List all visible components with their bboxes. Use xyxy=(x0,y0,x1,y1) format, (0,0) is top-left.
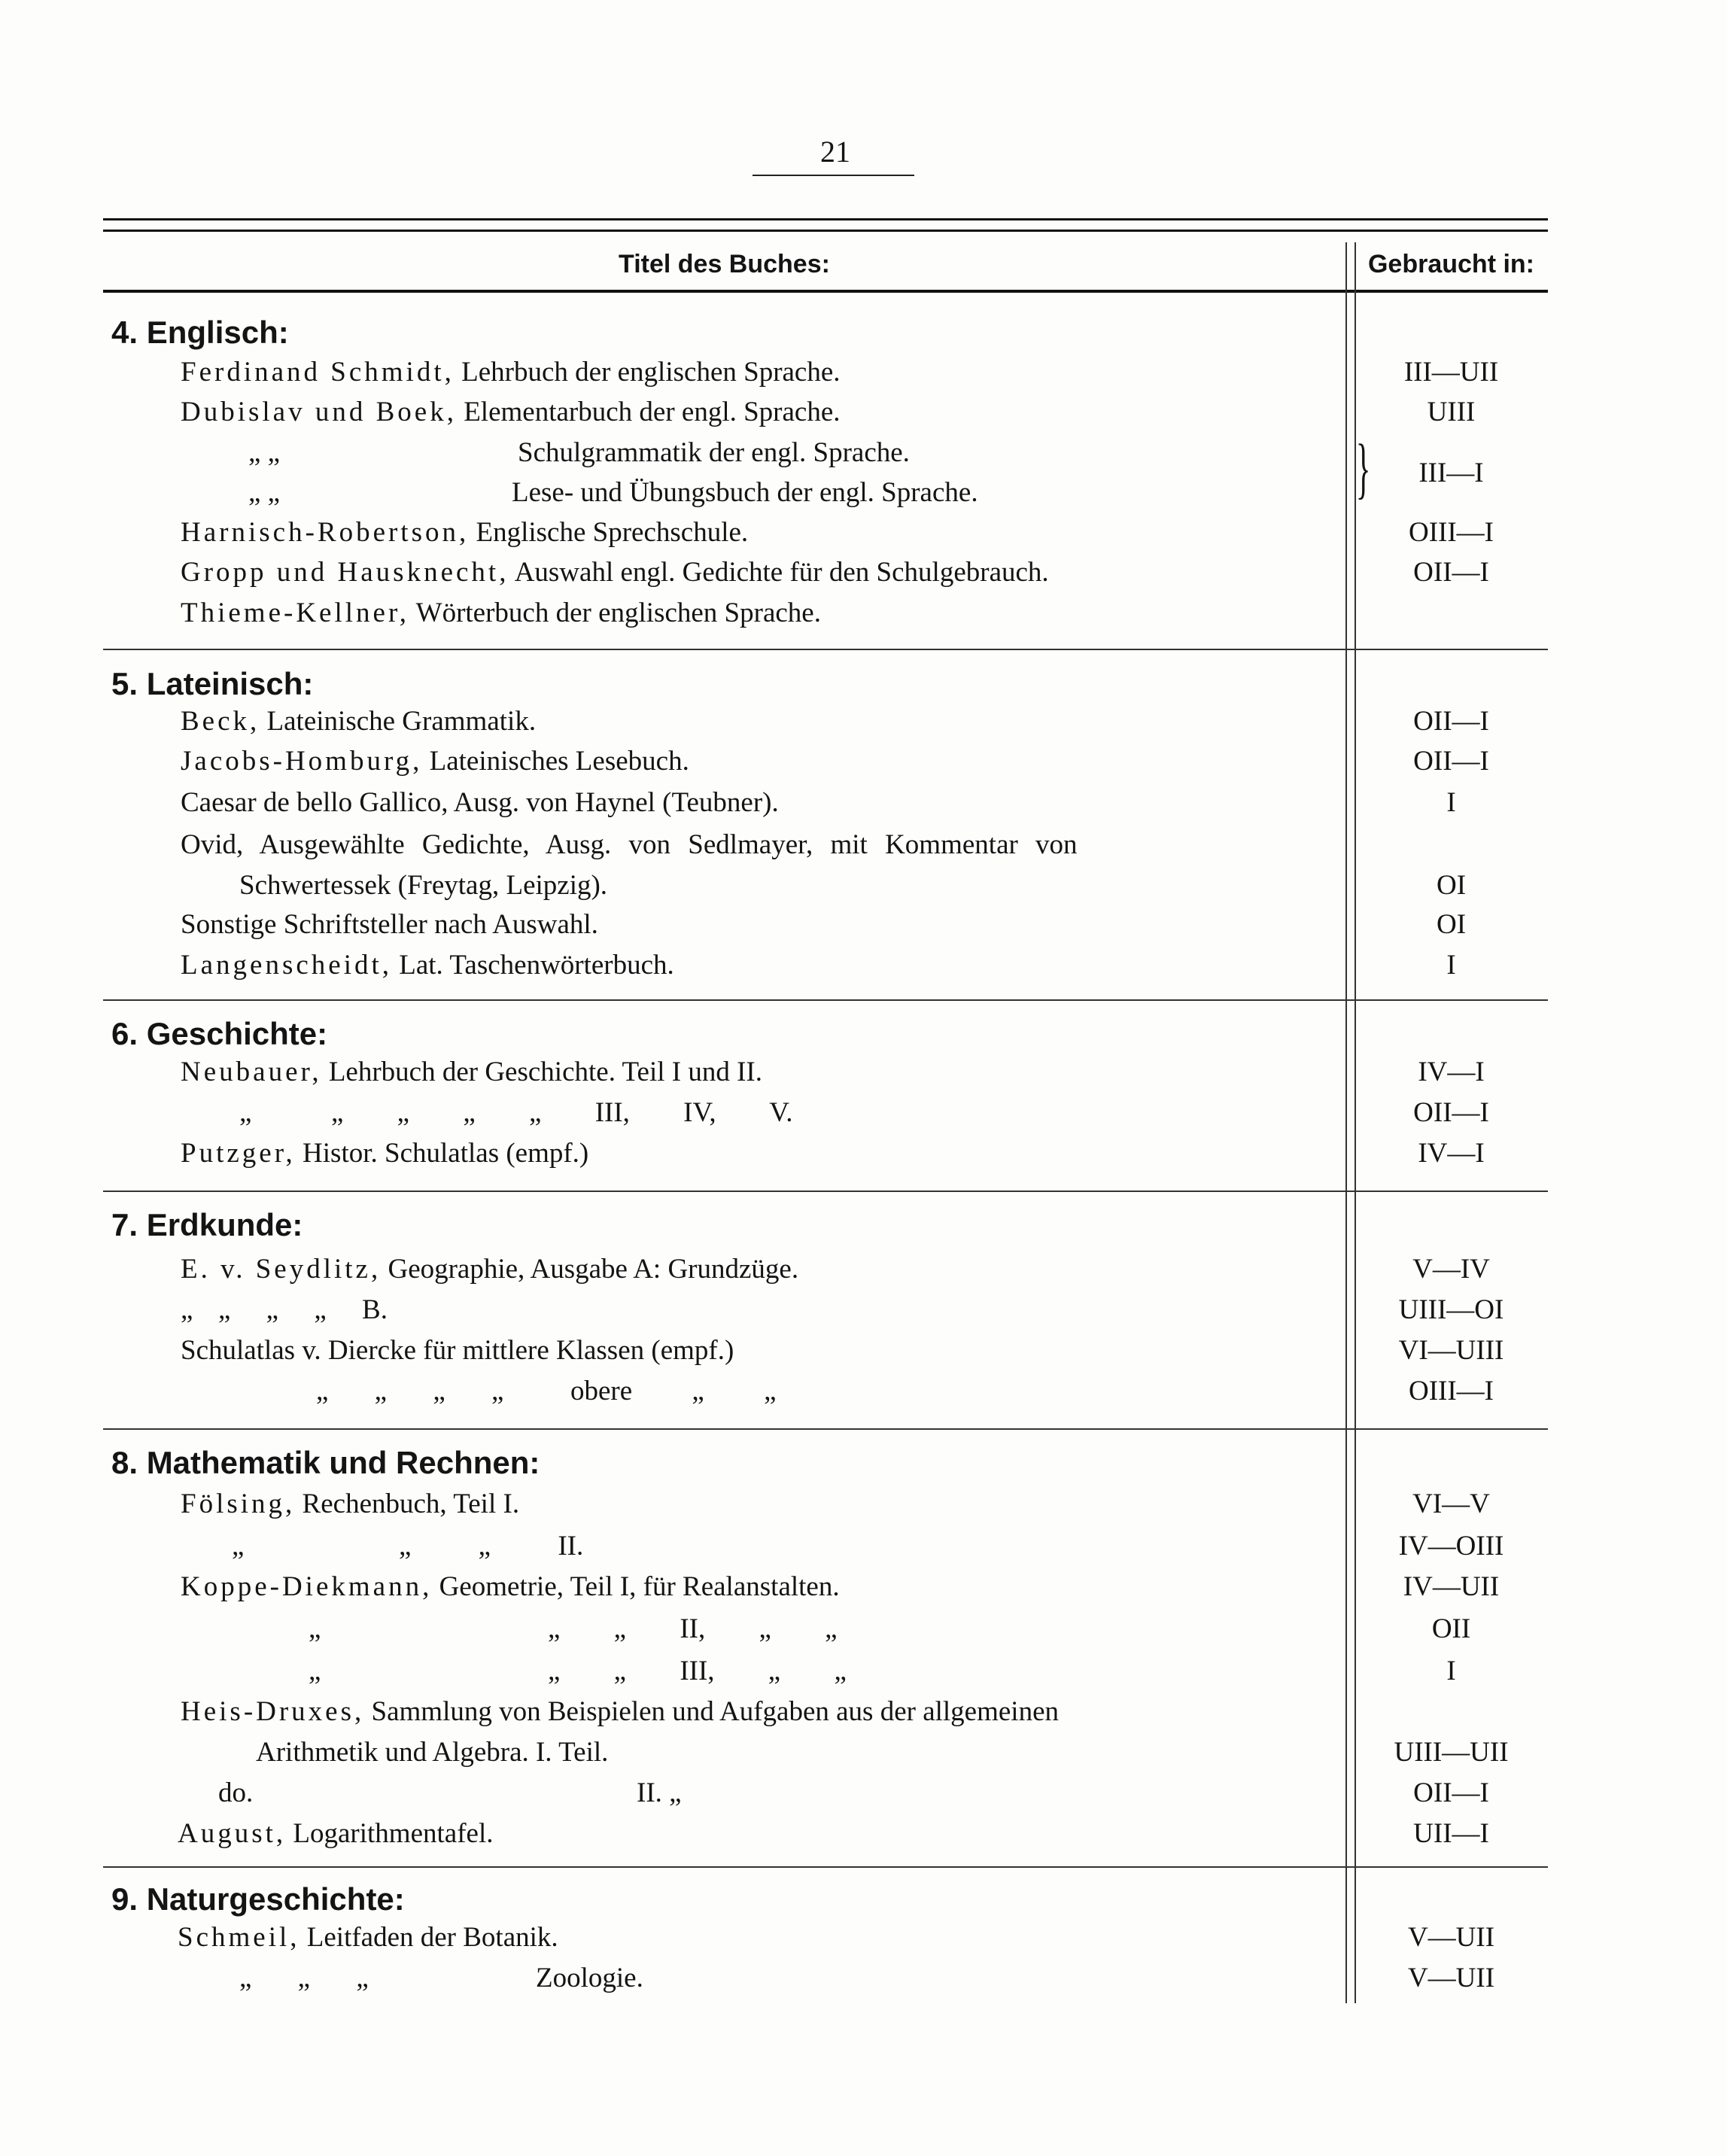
book-entry: „ „ „ B. xyxy=(218,1294,388,1325)
used-in: UII—I xyxy=(1413,1818,1489,1849)
ditto-mark: „ „ xyxy=(248,477,281,508)
section-rule xyxy=(103,999,1548,1001)
section-heading-mathematik: 8. Mathematik und Rechnen: xyxy=(111,1445,540,1480)
section-heading-geschichte: 6. Geschichte: xyxy=(111,1016,328,1051)
book-entry: Harnisch-Robertson, Englische Sprechschule. xyxy=(181,517,749,548)
used-in: IV—UII xyxy=(1403,1571,1500,1602)
book-entry: Jacobs-Homburg, Lateinisches Lesebuch. xyxy=(181,746,689,777)
book-entry-continued: Schwertessek (Freytag, Leipzig). xyxy=(239,870,608,901)
section-heading-englisch: 4. Englisch: xyxy=(111,315,289,350)
book-entry: Neubauer, Lehrbuch der Geschichte. Teil I und II. xyxy=(181,1057,763,1087)
used-in: III—UII xyxy=(1403,357,1499,388)
used-in: I xyxy=(1446,950,1456,981)
used-in: I xyxy=(1446,1656,1456,1686)
book-entry: Putzger, Histor. Schulatlas (empf.) xyxy=(181,1138,589,1169)
book-entry: „ „ II. xyxy=(399,1531,584,1562)
book-entry: Langenscheidt, Lat. Taschenwörterbuch. xyxy=(181,950,674,981)
section-rule xyxy=(103,1191,1548,1192)
book-entry: Zoologie. xyxy=(536,1963,643,1993)
book-entry: „ „ II, „ „ xyxy=(548,1613,838,1644)
used-in: IV—I xyxy=(1418,1138,1485,1169)
book-entry: Schulgrammatik der engl. Sprache. xyxy=(518,437,910,468)
section-rule xyxy=(103,1866,1548,1868)
ditto-mark: „ xyxy=(232,1531,245,1562)
page-number: 21 xyxy=(820,135,850,169)
used-in-brace: III—I xyxy=(1418,458,1484,488)
column-header-used: Gebraucht in: xyxy=(1367,250,1535,278)
used-in: V—UII xyxy=(1407,1963,1495,1993)
header-rule xyxy=(103,290,1548,293)
book-entry: „ „ III, „ „ xyxy=(548,1656,847,1686)
page-number-rule xyxy=(753,175,914,176)
ditto-mark: „ xyxy=(239,1097,252,1128)
used-in: UIII xyxy=(1427,397,1476,427)
book-entry-continued: Arithmetik und Algebra. I. Teil. xyxy=(256,1737,609,1768)
used-in: I xyxy=(1446,787,1456,818)
table-top-rule xyxy=(103,218,1548,220)
section-rule xyxy=(103,649,1548,650)
brace: } xyxy=(1355,431,1371,506)
used-in: IV—OIII xyxy=(1398,1531,1504,1562)
column-divider xyxy=(1345,242,1347,2003)
used-in: VI—V xyxy=(1412,1489,1490,1519)
book-entry: Dubislav und Boek, Elementarbuch der engl. Sprache. xyxy=(181,397,841,427)
used-in: OII—I xyxy=(1413,557,1489,588)
used-in: V—IV xyxy=(1412,1254,1490,1285)
book-entry: E. v. Seydlitz, Geographie, Ausgabe A: Grundzüge. xyxy=(181,1254,799,1285)
book-entry: August, Logarithmentafel. xyxy=(178,1818,494,1849)
ditto-mark: „ xyxy=(309,1656,321,1686)
used-in: UIII—OI xyxy=(1398,1294,1504,1325)
used-in: V—UII xyxy=(1407,1922,1495,1953)
used-in: VI—UIII xyxy=(1398,1335,1504,1366)
book-entry: obere „ „ xyxy=(570,1376,777,1406)
column-header-title: Titel des Buches: xyxy=(619,250,830,278)
section-heading-naturgeschichte: 9. Naturgeschichte: xyxy=(111,1881,405,1917)
used-in: OII—I xyxy=(1413,706,1489,737)
ditto-mark: „ xyxy=(181,1294,193,1325)
ditto-mark: „ „ „ „ xyxy=(316,1376,504,1406)
used-in: OI xyxy=(1436,909,1467,940)
ditto-mark: „ „ xyxy=(248,437,281,468)
used-in: OII xyxy=(1431,1613,1471,1644)
book-entry: Lese- und Übungsbuch der engl. Sprache. xyxy=(512,477,978,508)
book-entry: Koppe-Diekmann, Geometrie, Teil I, für Realanstalten. xyxy=(181,1571,840,1602)
ditto-mark: „ xyxy=(309,1613,321,1644)
used-in: OIII—I xyxy=(1408,1376,1494,1406)
book-entry: Fölsing, Rechenbuch, Teil I. xyxy=(181,1489,520,1519)
table-top-rule-2 xyxy=(103,230,1548,232)
used-in: OII—I xyxy=(1413,746,1489,777)
book-entry: Schmeil, Leitfaden der Botanik. xyxy=(178,1922,558,1953)
section-heading-erdkunde: 7. Erdkunde: xyxy=(111,1207,303,1242)
used-in: OII—I xyxy=(1413,1777,1489,1808)
book-entry: Gropp und Hausknecht, Auswahl engl. Gedichte für den Schulgebrauch. xyxy=(181,557,1049,588)
book-entry: Schulatlas v. Diercke für mittlere Klassen (empf.) xyxy=(181,1335,734,1366)
used-in: OI xyxy=(1436,870,1467,901)
used-in: OII—I xyxy=(1413,1097,1489,1128)
book-entry: „ „ „ „ III, IV, V. xyxy=(331,1097,793,1128)
section-rule xyxy=(103,1428,1548,1430)
book-entry: do. xyxy=(218,1777,254,1808)
book-entry: Beck, Lateinische Grammatik. xyxy=(181,706,537,737)
book-entry: Ferdinand Schmidt, Lehrbuch der englischen Sprache. xyxy=(181,357,841,388)
used-in: UIII—UII xyxy=(1394,1737,1509,1768)
used-in: OIII—I xyxy=(1408,517,1494,548)
book-entry: Heis-Druxes, Sammlung von Beispielen und Aufgaben aus der allgemeinen xyxy=(181,1696,1060,1727)
book-entry: Caesar de bello Gallico, Ausg. von Haynel (Teubner). xyxy=(181,787,779,818)
book-entry: II. „ xyxy=(637,1777,682,1808)
used-in: IV—I xyxy=(1418,1057,1485,1087)
book-entry: Thieme-Kellner, Wörterbuch der englischen Sprache. xyxy=(181,598,821,628)
book-entry: Sonstige Schriftsteller nach Auswahl. xyxy=(181,909,598,940)
ditto-mark: „ „ „ xyxy=(239,1963,369,1993)
section-heading-lateinisch: 5. Lateinisch: xyxy=(111,666,314,701)
book-entry: Ovid, Ausgewählte Gedichte, Ausg. von Sedlmayer, mit Kommentar von xyxy=(181,829,1078,860)
